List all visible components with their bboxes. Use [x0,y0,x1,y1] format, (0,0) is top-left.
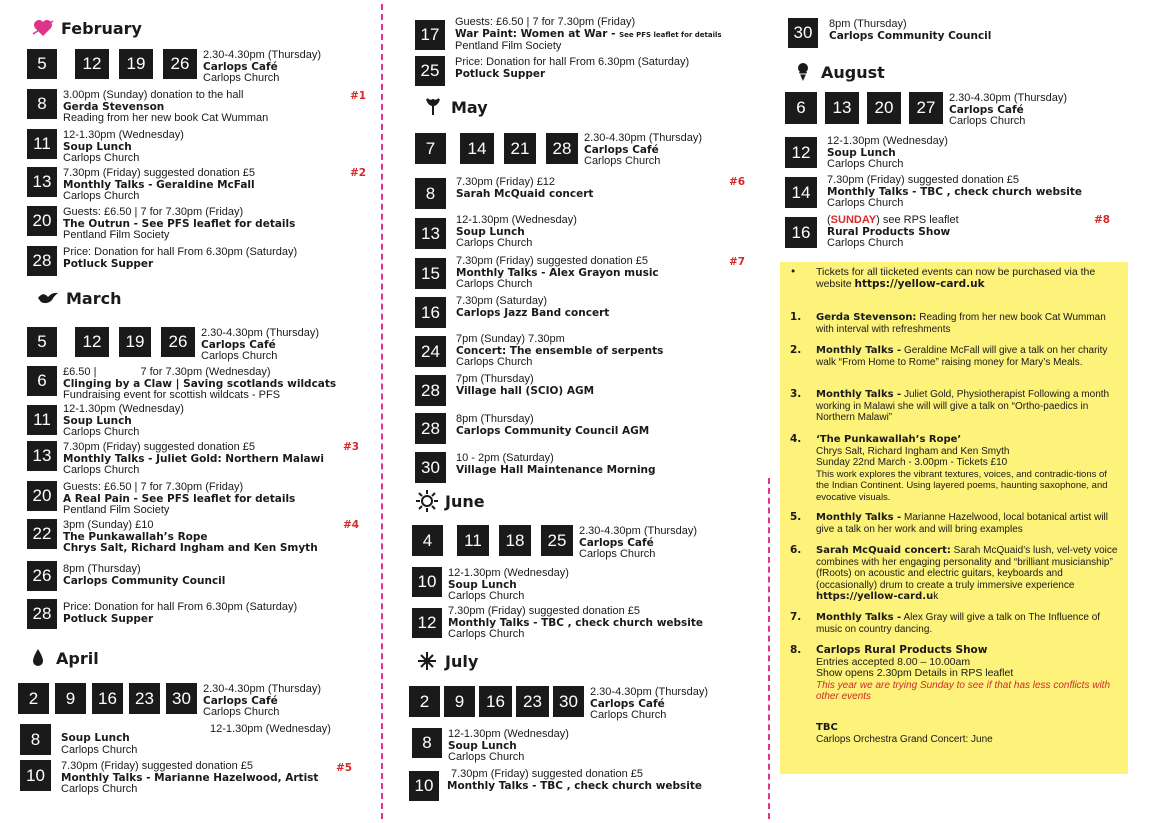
event-venue: Carlops Church [201,350,278,362]
note-highlight: This year we are trying Sunday to see if that has less conflicts with other events [816,679,1111,702]
event-venue: Carlops Church [63,152,140,164]
event-apr-potluck [415,56,689,86]
event-time: 12-1.30pm (Wednesday) [210,723,331,735]
date-box: 16 [415,297,446,328]
note-number: 3. [790,388,802,400]
event-venue: Pentland Film Society [63,229,170,241]
event-title: Carlops Café [579,536,654,549]
event-venue: Carlops Church [584,155,661,167]
date-box: 30 [553,686,584,717]
note-6 [790,545,1122,603]
date-box: 9 [444,686,475,717]
event-title: Soup Lunch [63,414,132,427]
month-heading-february [32,17,142,39]
date-box: 20 [27,481,57,511]
event-feb-potluck [27,246,297,276]
event-time: 12-1.30pm (Wednesday) [456,214,577,226]
note-8 [790,645,1122,703]
date-box: 2 [409,686,440,717]
date-box: 26 [161,327,195,357]
note-heading: Sarah McQuaid concert: [816,545,951,556]
event-venue: Carlops Church [579,548,656,560]
date-box: 16 [785,217,817,248]
month-title: March [66,288,122,308]
date-box: 12 [412,608,442,638]
event-venue: Carlops Church [827,197,904,209]
burst-icon [416,650,438,672]
event-apr-cafe [18,683,321,719]
event-time: 7.30pm (Saturday) [456,295,548,307]
event-title: Potluck Supper [455,67,546,80]
tickets-link[interactable]: https://yellow-card.uk [854,277,985,290]
date-box: 16 [479,686,512,717]
note-2 [790,345,1122,368]
note-text: Sarah McQuaid’s lush, vel-vety voice combines with her engaging personality and “brilliant musicianship” (fRoots) on acoustic and electric guitars, keyboards and (occasionally) drum to create a truly immersive experience [816,545,1118,591]
event-venue: Carlops Church [827,158,904,170]
note-text: Alex Gray will give a talk on The Influence of music on country dancing. [816,612,1101,635]
event-apr-soup [20,724,137,756]
date-box: 19 [119,327,151,357]
date-box: 11 [457,525,489,556]
note-ref-tag: #8 [1094,214,1111,226]
event-title: Carlops Café [949,103,1024,116]
note-heading: Carlops Rural Products Show [816,644,988,656]
note-7 [790,612,1122,635]
date-box: 5 [27,327,57,357]
note-1 [790,312,1122,335]
month-title: May [451,97,488,117]
event-apr-film [415,16,722,53]
event-time: 2.30-4.30pm (Thursday) [590,686,708,698]
date-box: 17 [415,20,445,50]
drop-icon [27,647,49,669]
note-text: Juliet Gold, Physiotherapist Following a month working in Malawi she will will give a talk on “Ortho-paedics in Northern Malawi” [816,389,1110,423]
event-price: £6.50 | [63,366,97,378]
event-title: Monthly Talks - Alex Grayon music [456,266,659,279]
event-aug-rps [785,214,959,250]
note-5 [790,512,1122,535]
event-title: A Real Pain - See PFS leaflet for details [63,492,296,505]
event-venue: Carlops Church [63,464,140,476]
event-mar-council [27,561,225,591]
event-time: Price: Donation for hall From 6.30pm (Saturday) [63,246,298,258]
event-time: Guests: £6.50 | 7 for 7.30pm (Friday) [63,206,244,218]
event-may-maintenance [415,452,656,483]
date-box: 14 [785,177,817,208]
event-jul-talk [409,768,702,801]
notes-panel [780,262,1128,774]
event-time: 8pm (Thursday) [829,18,907,30]
event-jun-soup [412,567,569,603]
event-performers: Chrys Salt, Richard Ingham and Ken Smyth [63,542,318,554]
note-line: Chrys Salt, Richard Ingham and Ken Smyth [816,445,1010,457]
note-ref-tag: #1 [350,90,367,102]
event-venue: Carlops Church [203,706,280,718]
event-title: Gerda Stevenson [63,100,165,113]
date-box: 7 [415,133,446,164]
date-box: 30 [788,18,818,48]
date-box: 27 [909,92,943,124]
event-title: Carlops Café [584,143,659,156]
date-box: 28 [546,133,578,164]
note-number: 1. [790,311,802,323]
event-feb-film [27,206,295,242]
note-link[interactable]: https://yellow-card.u [816,591,934,602]
date-box: 20 [867,92,901,124]
date-box: 9 [55,683,86,714]
event-time: Guests: £6.50 | 7 for 7.30pm (Friday) [455,16,636,28]
event-mar-potluck [27,599,297,629]
event-title: Soup Lunch [448,578,517,591]
event-title: The Outrun - See PFS leaflet for details [63,217,296,230]
note-number: 2. [790,344,802,356]
date-box: 26 [27,561,57,591]
note-tbc [816,722,1122,745]
date-box: 11 [27,129,57,159]
event-title: Village Hall Maintenance Morning [456,463,656,476]
event-jun-talk [412,605,703,641]
event-title: Soup Lunch [448,739,517,752]
date-box: 28 [27,246,57,276]
event-time: Price: Donation for hall From 6.30pm (Saturday) [63,601,298,613]
event-title: Monthly Talks - Geraldine McFall [63,178,255,191]
column-divider-right [768,478,770,819]
event-time: 7.30pm (Friday) suggested donation £5 [827,174,1020,186]
event-time: Price: Donation for hall From 6.30pm (Saturday) [455,56,690,68]
event-title: Village hall (SCIO) AGM [456,384,595,397]
date-box: 12 [75,49,109,79]
note-text: This work explores the vibrant textures, voices, and contradic-tions of the Indian Continent. Using layered poems, haunting saxophone, and evocative visuals. [816,468,1108,503]
event-time: 8pm (Thursday) [456,413,534,425]
month-heading-august [792,61,885,83]
note-number: 8. [790,644,802,656]
date-box: 23 [129,683,160,714]
event-time: 7.30pm (Friday) suggested donation £5 [451,768,644,780]
event-title: Potluck Supper [63,257,154,270]
event-may-agm [415,373,594,406]
event-title-text: War Paint: Women at War - [455,27,620,40]
note-ref-tag: #3 [343,441,360,453]
event-time: 2.30-4.30pm (Thursday) [203,49,321,61]
event-time: 7.30pm (Friday) suggested donation £5 [448,605,641,617]
event-venue: Carlops Church [456,278,533,290]
event-time: 7.30pm (Friday) suggested donation £5 [63,167,256,179]
event-aug-soup [785,135,948,171]
month-title: April [56,648,99,668]
heart-arrow-icon [32,17,54,39]
month-heading-july [416,650,478,672]
event-venue: Carlops Church [63,426,140,438]
event-mar-punkawallah [27,519,318,555]
event-venue: Carlops Church [203,72,280,84]
event-time: 12-1.30pm (Wednesday) [448,567,569,579]
date-box: 26 [163,49,197,79]
event-may-council [415,413,649,444]
event-time: 2.30-4.30pm (Thursday) [949,92,1067,104]
date-box: 13 [27,167,57,197]
note-text: Geraldine McFall will give a talk on her charity walk “From Home to Rome” raising money for Mary’s Meals. [816,345,1108,368]
note-ref-tag: #6 [729,176,746,188]
event-time-open: ( [827,214,831,226]
event-feb-talk [27,167,255,203]
event-venue: Carlops Church [448,751,525,763]
event-feb-soup [27,129,184,165]
event-mar-soup [27,403,184,439]
date-box: 15 [415,258,446,289]
event-venue: Fundraising event for scottish wildcats - PFS [63,389,281,401]
event-title: Carlops Community Council [63,574,226,587]
event-feb-gerda [27,89,268,125]
event-day-highlight: SUNDAY [830,214,877,226]
month-heading-april [27,647,99,669]
event-time: 8pm (Thursday) [63,563,141,575]
event-title: Soup Lunch [63,140,132,153]
month-heading-may [422,96,488,118]
event-may-soup [415,214,577,250]
event-time-close: ) see RPS leaflet [876,214,959,226]
event-mar-claw [27,366,336,402]
date-box: 5 [27,49,57,79]
event-apr-talk [20,760,318,796]
event-jun-cafe [412,525,697,561]
event-title: Carlops Community Council AGM [456,424,650,437]
event-time: 7.30pm (Friday) suggested donation £5 [456,255,649,267]
event-may-serpents [415,333,663,369]
date-box: 18 [499,525,531,556]
note-line: Show opens 2.30pm Details in RPS leaflet [816,667,1014,679]
event-title: Carlops Jazz Band concert [456,306,610,319]
event-venue: Carlops Church [61,743,138,756]
event-may-cafe [415,133,702,168]
date-box: 10 [20,760,51,791]
date-box: 24 [415,336,446,367]
event-title: Sarah McQuaid concert [456,187,594,200]
month-title: June [445,491,485,511]
event-jul-soup [412,728,569,764]
note-heading: Monthly Talks - [816,345,902,356]
event-venue: Pentland Film Society [455,40,562,52]
event-title: Monthly Talks - TBC , check church website [448,616,704,629]
event-venue: Carlops Church [456,237,533,249]
note-line: Entries accepted 8.00 – 10.00am [816,655,971,668]
date-box: 14 [460,133,494,164]
event-time: 2.30-4.30pm (Thursday) [203,683,321,695]
date-box: 12 [75,327,109,357]
event-title: Monthly Talks - Marianne Hazelwood, Artist [61,771,319,784]
event-venue: Carlops Church [949,115,1026,127]
event-title: Rural Products Show [827,225,951,238]
event-aug-talk [785,174,1082,210]
event-time: 10 - 2pm (Saturday) [456,452,554,464]
date-box: 16 [92,683,123,714]
note-4 [790,434,1122,503]
event-title-note: See PFS leaflet for details [619,30,722,39]
date-box: 28 [415,375,446,406]
date-box: 28 [27,599,57,629]
note-text-end: k [933,591,939,602]
event-time: 7pm (Sunday) 7.30pm [456,333,565,345]
date-box: 30 [166,683,197,714]
date-box: 8 [27,89,57,119]
event-venue: Carlops Church [448,628,525,640]
event-venue: Carlops Church [827,237,904,249]
month-title: February [61,18,142,38]
flower-icon [422,96,444,118]
event-title: Carlops Café [203,694,278,707]
tickets-note [790,267,1122,290]
note-text: Marianne Hazelwood, local botanical artist will give a talk on her work and will bring examples [816,512,1108,535]
event-time: 7.30pm (Friday) suggested donation £5 [63,441,256,453]
note-heading: Monthly Talks - [816,389,902,400]
month-heading-march [37,287,121,309]
date-box: 20 [27,206,57,236]
event-venue: Pentland Film Society [63,504,170,516]
event-jul-cafe [409,686,708,722]
event-title: Concert: The ensemble of serpents [456,344,664,357]
event-title: Carlops Café [590,697,665,710]
event-time: 12-1.30pm (Wednesday) [448,728,569,740]
event-time: 3pm (Sunday) £10 [63,519,154,531]
date-box: 11 [27,405,57,435]
date-box: 8 [20,724,51,755]
event-jul-council [788,18,991,48]
month-title: July [445,651,479,671]
date-box: 10 [412,567,442,597]
date-box: 22 [27,519,57,549]
date-box: 28 [415,413,446,444]
event-time: 3.00pm (Sunday) donation to the hall [63,89,244,101]
event-venue: Carlops Church [63,190,140,202]
date-box: 6 [785,92,817,124]
date-box: 6 [27,366,57,396]
note-line: Sunday 22nd March - 3.00pm - Tickets £10 [816,457,1008,468]
note-heading: Gerda Stevenson: [816,312,917,323]
note-heading: ‘The Punkawallah’s Rope’ [816,434,962,445]
date-box: 12 [785,137,817,168]
event-time: 7.30pm (Friday) £12 [456,176,556,188]
event-may-sarah [415,176,593,209]
bullet: • [790,266,797,278]
note-text: Carlops Orchestra Grand Concert: June [816,733,993,745]
event-venue: Carlops Church [456,356,533,368]
date-box: 8 [412,728,442,758]
event-title: Soup Lunch [827,146,896,159]
event-time: 2.30-4.30pm (Thursday) [584,132,702,144]
event-feb-cafe [27,49,321,85]
event-mar-film [27,481,295,517]
date-box: 19 [119,49,153,79]
note-ref-tag: #5 [336,762,353,774]
event-title: The Punkawallah’s Rope [63,530,208,543]
event-time: 12-1.30pm (Wednesday) [63,129,184,141]
note-heading: Monthly Talks - [816,612,902,623]
event-time: 12-1.30pm (Wednesday) [827,135,948,147]
event-title: Soup Lunch [61,732,130,744]
note-number: 7. [790,611,802,623]
event-title: Carlops Community Council [829,29,992,42]
date-box: 21 [504,133,536,164]
note-3 [790,389,1122,424]
event-title: Monthly Talks - TBC , check church website [827,185,1083,198]
event-time [827,215,959,227]
date-box: 10 [409,771,439,801]
date-box: 23 [516,686,549,717]
note-ref-tag: #4 [343,519,360,531]
event-time-text: 7 for 7.30pm (Wednesday) [140,366,271,378]
date-box: 4 [412,525,443,556]
event-mar-talk [27,441,324,477]
date-box: 13 [27,441,57,471]
event-time: 2.30-4.30pm (Thursday) [201,327,319,339]
ice-cream-icon [792,61,814,83]
event-time: 12-1.30pm (Wednesday) [63,403,184,415]
event-time: 7.30pm (Friday) suggested donation £5 [61,760,254,772]
note-ref-tag: #2 [350,167,367,179]
tickets-text: Tickets for all tiicketed events can now be purchased via the website [816,266,1096,290]
event-title: Potluck Supper [63,612,154,625]
note-text: Reading from her new book Cat Wumman with interval with refreshments [816,312,1106,335]
event-mar-cafe [27,327,319,363]
event-time: 2.30-4.30pm (Thursday) [579,525,697,537]
event-title: Carlops Café [201,338,276,351]
bird-icon [37,287,59,309]
event-venue: Carlops Church [61,783,138,795]
note-heading: Monthly Talks - [816,512,902,523]
event-title: Monthly Talks - TBC , check church website [447,779,703,792]
note-heading: TBC [816,722,838,733]
date-box: 8 [415,178,446,209]
event-venue: Carlops Church [448,590,525,602]
month-title: August [821,62,885,82]
event-may-talk [415,255,659,291]
date-box: 25 [415,56,445,86]
event-venue: Carlops Church [590,709,667,721]
column-divider-left [381,4,383,819]
date-box: 2 [18,683,49,714]
sun-icon [416,490,438,512]
event-time: 7pm (Thursday) [456,373,534,385]
event-title: Clinging by a Claw | Saving scotlands wildcats [63,377,337,390]
event-venue: Reading from her new book Cat Wumman [63,112,269,124]
event-may-jazz [415,295,609,328]
event-time: Guests: £6.50 | 7 for 7.30pm (Friday) [63,481,244,493]
date-box: 25 [541,525,573,556]
event-title: Carlops Café [203,60,278,73]
note-number: 5. [790,511,802,523]
date-box: 13 [825,92,859,124]
event-title: Monthly Talks - Juliet Gold: Northern Malawi [63,452,324,465]
month-heading-june [416,490,485,512]
date-box: 30 [415,452,446,483]
event-aug-cafe [785,92,1067,128]
note-number: 6. [790,544,802,556]
event-title: Soup Lunch [456,225,525,238]
note-ref-tag: #7 [729,256,746,268]
date-box: 13 [415,218,446,249]
event-time [63,367,336,379]
note-number: 4. [790,433,802,445]
